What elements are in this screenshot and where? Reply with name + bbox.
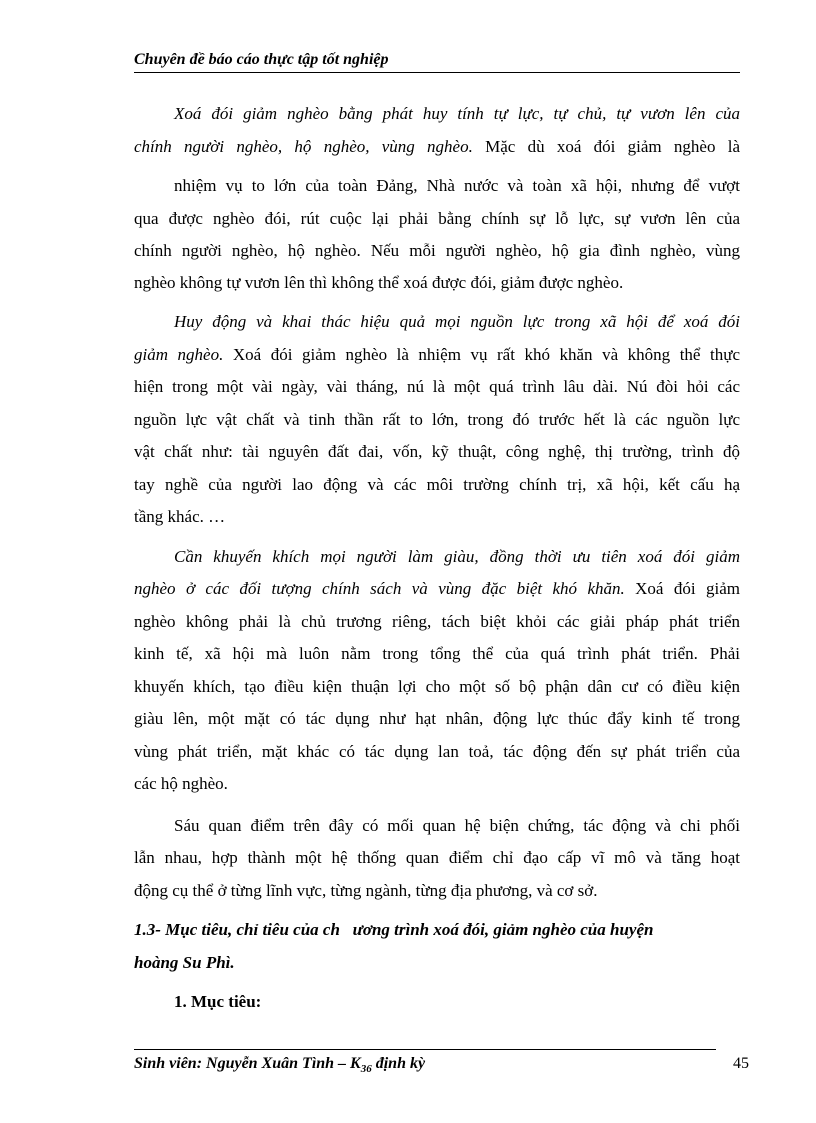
paragraph-3-line-2 [134,578,740,600]
running-header: Chuyên đề báo cáo thực tập tốt nghiệp [134,51,389,68]
paragraph-1-line-5: chính người nghèo, hộ nghèo. Nếu mỗi người nghèo, hộ gia đình nghèo, vùng [134,241,740,260]
footer-student: Sinh viên: Nguyễn Xuân Tình – K [134,1055,361,1072]
paragraph-2-line-2 [134,344,740,366]
footer-student-tail: định kỳ [371,1055,426,1072]
paragraph-3-line-6: giàu lên, một mặt có tác dụng như hạt nhân, động lực thúc đẩy kinh tế trong [134,709,740,728]
paragraph-1-line-6: nghèo không tự vươn lên thì không thể xoá được đói, giảm được nghèo. [134,273,624,292]
page-number: 45 [733,1055,749,1072]
paragraph-1-italic-lead: chính người nghèo, hộ nghèo, vùng nghèo. [134,137,473,156]
section-heading-line-2: hoàng Su Phì. [134,953,235,972]
paragraph-2-line-5: vật chất như: tài nguyên đất đai, vốn, kỹ thuật, công nghệ, thị trường, trình độ [134,442,740,461]
paragraph-2-line-7: tầng khác. … [134,507,226,526]
paragraph-4-line-3: động cụ thể ở từng lĩnh vực, từng ngành, từng địa phương, và cơ sở. [134,881,598,900]
paragraph-1-line-2 [134,136,740,158]
paragraph-4-line-2: lẫn nhau, hợp thành một hệ thống quan điểm chỉ đạo cấp vĩ mô và tăng hoạt [134,848,740,867]
paragraph-3-line-3: nghèo không phải là chủ trương riêng, tách biệt khỏi các giải pháp phát triển [134,612,740,631]
footer-divider [134,1049,716,1050]
paragraph-2-italic-lead: giảm nghèo. [134,345,224,364]
paragraph-4-line-1: Sáu quan điểm trên đây có mối quan hệ biện chứng, tác động và chi phối [174,816,740,835]
paragraph-2-text: Xoá đói giảm nghèo là nhiệm vụ rất khó khăn và không thể thực [223,345,740,364]
paragraph-3-italic-lead: nghèo ở các đối tượng chính sách và vùng đặc biệt khó khăn. [134,579,625,598]
paragraph-2-line-4: nguồn lực vật chất và tinh thần rất to lớn, trong đó trước hết là các nguồn lực [134,410,740,429]
paragraph-2-line-6: tay nghề của người lao động và các môi trường chính trị, xã hội, kết cấu hạ [134,475,740,494]
subsection-heading: 1. Mục tiêu: [174,992,262,1011]
paragraph-2-line-1: Huy động và khai thác hiệu quả mọi nguồn lực trong xã hội để xoá đói [174,312,740,331]
paragraph-1-line-3: nhiệm vụ to lớn của toàn Đảng, Nhà nước và toàn xã hội, nhưng để vượt [174,176,740,195]
running-footer [134,1054,425,1079]
paragraph-1-text: Mặc dù xoá đói giảm nghèo là [472,137,740,156]
paragraph-3-line-7: vùng phát triển, mặt khác có tác dụng lan toả, tác động đến sự phát triển của [134,742,740,761]
paragraph-1-line-1: Xoá đói giảm nghèo bằng phát huy tính tự lực, tự chủ, tự vươn lên của [174,104,740,123]
paragraph-3-line-4: kinh tế, xã hội mà luôn nằm trong tổng thể của quá trình phát triển. Phải [134,644,740,663]
header-divider [134,72,740,73]
paragraph-3-line-8: các hộ nghèo. [134,774,228,793]
footer-student-subscript: 36 [360,1063,372,1076]
paragraph-2-line-3: hiện trong một vài ngày, vài tháng, nú là một quá trình lâu dài. Nú đòi hỏi các [134,377,740,396]
section-heading-line-1: 1.3- Mục tiêu, chỉ tiêu của ch ương trình xoá đói, giảm nghèo của huyện [134,920,654,939]
paragraph-3-line-5: khuyến khích, tạo điều kiện thuận lợi cho một số bộ phận dân cư có điều kiện [134,677,740,696]
paragraph-3-line-1: Cần khuyến khích mọi người làm giàu, đồng thời ưu tiên xoá đói giảm [174,547,740,566]
paragraph-3-text: Xoá đói giảm [624,579,740,598]
paragraph-1-line-4: qua được nghèo đói, rút cuộc lại phải bằng chính sự lỗ lực, sự vươn lên của [134,209,740,228]
